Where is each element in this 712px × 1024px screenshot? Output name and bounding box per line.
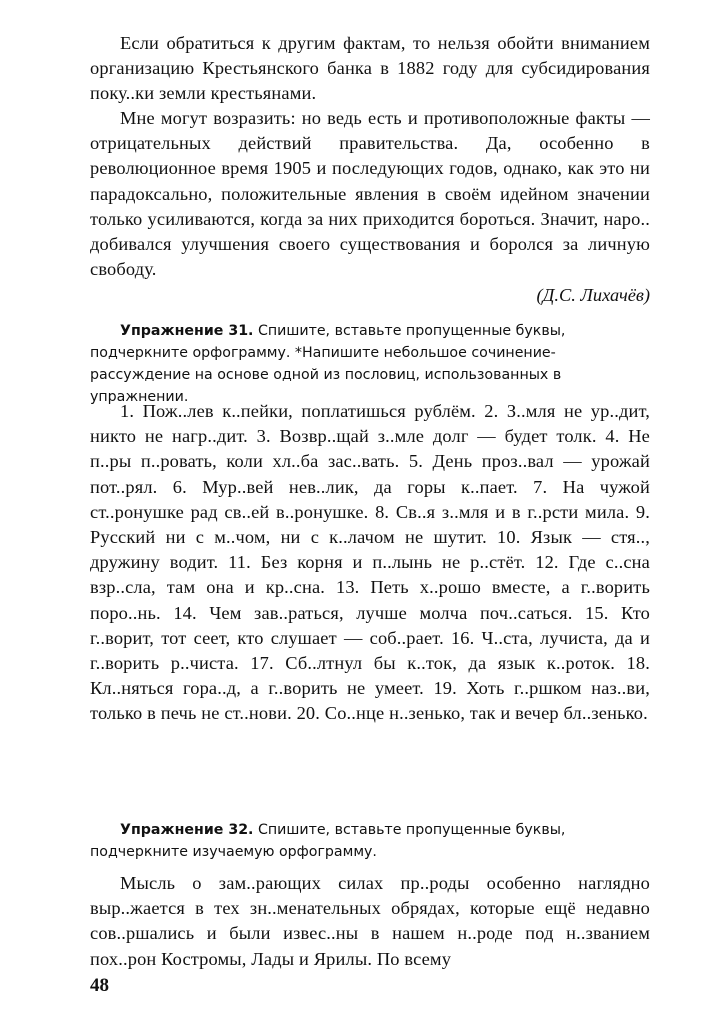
paragraph-objection: Мне могут возразить: но ведь есть и противоположные факты — отрицательных действий правительства. Да, особенно в революционное время 1905 и последующих годов, однако, как это ни парадоксально, положительные явления в своём идейном значении только усиливаются, когда за них приходится бороться. Значит, наро.. добивался улучшения своего существования и боролся за личную свободу. xyxy=(90,108,650,280)
exercise-32-text: Мысль о зам..рающих силах пр..роды особенно наглядно выр..жается в тех зн..менательных обрядах, которые ещё недавно сов..ршались и были извес..ны в нашем н..роде под н..званием пох..рон Костромы, Лады и Ярилы. По всему xyxy=(90,873,650,969)
exercise-32-instruction: Спишите, вставьте пропущенные буквы, подчеркните изучаемую орфограмму. xyxy=(90,822,566,860)
author-signature: (Д.С. Лихачёв) xyxy=(536,285,650,305)
paragraph-krestyansky-bank: Если обратиться к другим фактам, то нельзя обойти вниманием организацию Крестьянского банка в 1882 году для субсидирования поку..ки земли крестьянами. xyxy=(90,33,650,104)
exercise-31-proverbs: 1. Пож..лев к..пейки, поплатишься рублём. 2. З..мля не ур..дит, никто не нагр..дит. 3. Возвр..щай з..мле долг — будет толк. 4. Не п..ры п..ровать, коли хл..ба зас..вать. 5. День проз..вал — урожай пот..рял. 6. Мур..вей нев..лик, да горы к..пает. 7. На чужой ст..ронушке рад св..ей в..ронушке. 8. Св..я з..мля и в г..рсти мила. 9. Русский ни с м..чом, ни с к..лачом не шутит. 10. Язык — стя.., дружину водит. 11. Без корня и п..лынь не р..стёт. 12. Где с..сна взр..сла, там она и кр..сна. 13. Петь х..рошо вместе, а г..ворить поро..нь. 14. Чем зав..раться, лучше молча поч..саться. 15. Кто г..ворит, тот сеет, кто слушает — соб..рает. 16. Ч..ста, лучиста, да и г..ворить р..чиста. 17. Сб..лтнул бы к..ток, да язык к..роток. 18. Кл..няться гора..д, а г..ворить не умеет. 19. Хоть г..ршком наз..ви, только в печь не ст..нови. 20. Со..нце н..зенько, так и вечер бл..зенько. xyxy=(90,401,650,724)
page-number: 48 xyxy=(90,975,109,996)
exercise-31-title: Упражнение 31. xyxy=(120,323,254,339)
exercise-31-heading xyxy=(90,320,650,408)
exercise-32-heading xyxy=(90,819,650,863)
exercise-31-instruction: Спишите, вставьте пропущенные буквы, подчеркните орфограмму. *Напишите небольшое сочинение-рассуждение на основе одной из пословиц, использованных в упражнении. xyxy=(90,323,566,405)
exercise-32-title: Упражнение 32. xyxy=(120,822,254,838)
